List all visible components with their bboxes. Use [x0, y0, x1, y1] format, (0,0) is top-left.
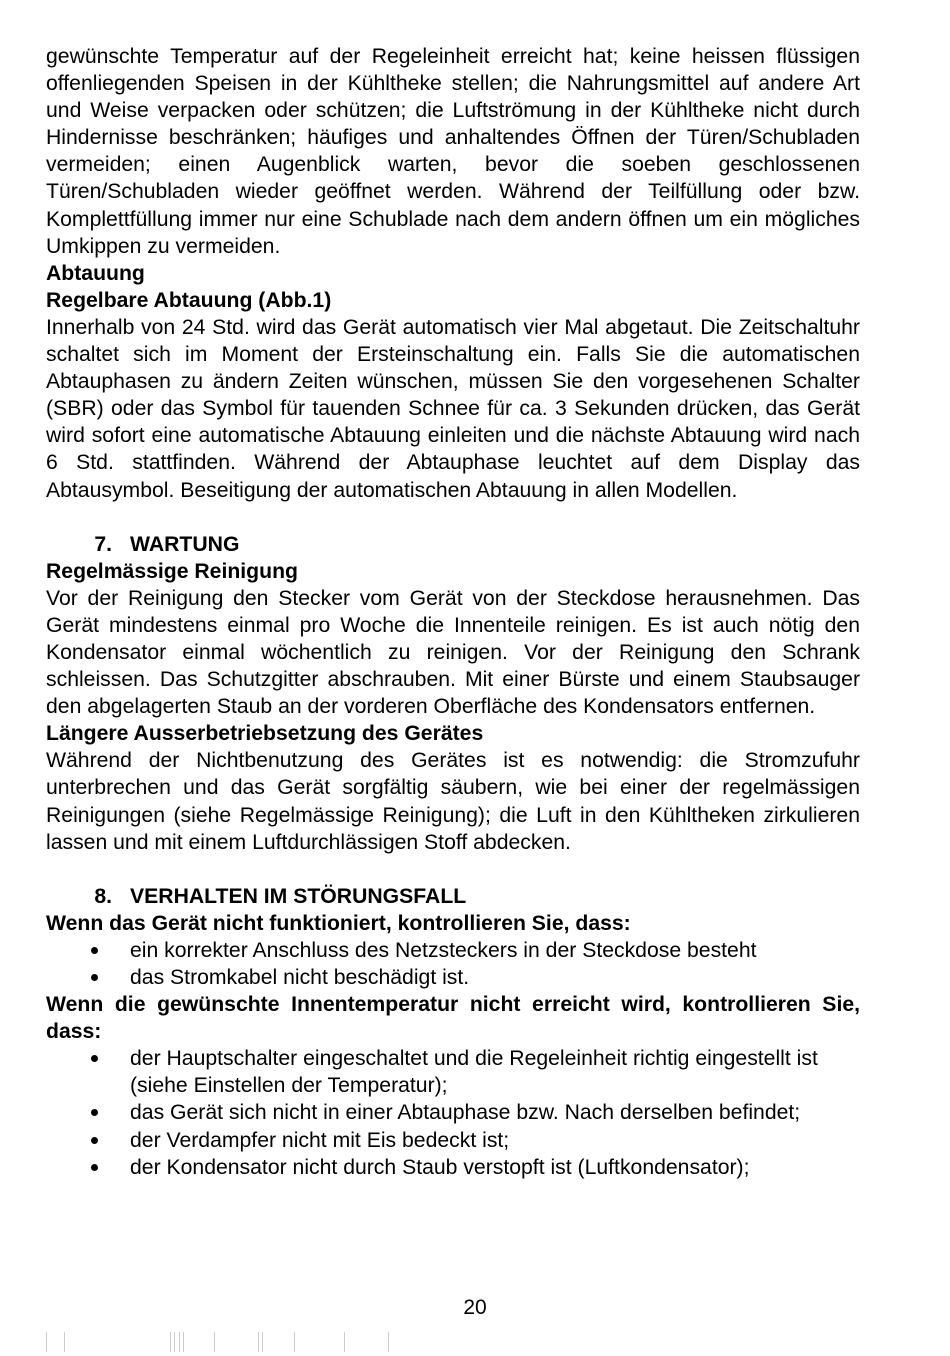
bullet-icon — [46, 1154, 130, 1181]
abtauung-paragraph: Innerhalb von 24 Std. wird das Gerät automatisch vier Mal abgetaut. Die Zeitschaltuhr schaltet sich im Moment der Ersteinschaltung ein. Falls Sie die automatischen Abtauphasen zu ändern Zeiten wünschen, müssen Sie den vorgesehenen Schalter (SBR) oder das Symbol für tauenden Schnee für ca. 3 Sekunden drücken, das Gerät wird sofort eine automatische Abtauung einleiten und die nächste Abtauung wird nach 6 Std. stattfinden. Während der Abtauphase leuchtet auf dem Display das Abtausymbol. Beseitigung der automatischen Abtauung in allen Modellen. — [46, 315, 860, 502]
page-number: 20 — [463, 1296, 487, 1319]
bullet-icon — [46, 1099, 130, 1126]
list-item: ein korrekter Anschluss des Netzsteckers in der Steckdose besteht — [46, 937, 860, 964]
bullet-icon — [46, 964, 130, 991]
bullet-icon — [46, 937, 130, 964]
reinigung-paragraph: Vor der Reinigung den Stecker vom Gerät von der Steckdose herausnehmen. Das Gerät mindestens einmal pro Woche die Innenteile reinigen. Es ist auch nötig den Kondensator einmal wöchentlich zu reinigen. Vor der Reinigung den Schrank schleissen. Das Schutzgitter abschrauben. Mit einer Bürste und einem Staubsauger den abgelagerten Staub an der vorderen Oberfläche des Kondensators entfernen. — [46, 586, 860, 719]
subheading-nicht-funktioniert: Wenn das Gerät nicht funktioniert, kontrollieren Sie, dass: — [46, 911, 631, 935]
checklist-temperatur — [46, 1045, 860, 1180]
section-heading-stoerung — [46, 883, 860, 910]
list-item: der Verdampfer nicht mit Eis bedeckt ist; — [46, 1127, 860, 1154]
document-page — [46, 43, 860, 1181]
section-title: VERHALTEN IM STÖRUNGSFALL — [130, 884, 467, 908]
section-number: 7. — [94, 532, 112, 556]
subheading-regelbare-abtauung: Regelbare Abtauung (Abb.1) — [46, 288, 332, 312]
scan-marks — [46, 1332, 426, 1352]
section-number: 8. — [94, 884, 112, 908]
subheading-temperatur-nicht-erreicht: Wenn die gewünschte Innentemperatur nicht erreicht wird, kontrollieren Sie, dass: — [46, 993, 860, 1044]
section-title: WARTUNG — [130, 532, 240, 556]
spacer — [46, 504, 860, 531]
section-heading-wartung — [46, 531, 860, 558]
bullet-icon — [46, 1127, 130, 1154]
subheading-ausserbetriebsetzung: Längere Ausserbetriebsetzung des Gerätes — [46, 722, 484, 746]
section-heading-abtauung: Abtauung — [46, 261, 145, 285]
ausserbetriebsetzung-paragraph: Während der Nichtbenutzung des Gerätes ist es notwendig: die Stromzufuhr unterbrechen und das Gerät sorgfältig säubern, wie bei einer der regelmässigen Reinigungen (siehe Regelmässige Reinigung); die Luft in den Kühltheken zirkulieren lassen und mit einem Luftdurchlässigen Stoff abdecken. — [46, 749, 860, 854]
list-item: das Gerät sich nicht in einer Abtauphase bzw. Nach derselben befindet; — [46, 1099, 860, 1126]
bullet-icon — [46, 1045, 130, 1099]
checklist-funktion — [46, 937, 860, 991]
list-item: der Hauptschalter eingeschaltet und die Regeleinheit richtig eingestellt ist (siehe Einstellen der Temperatur); — [46, 1045, 860, 1099]
spacer — [46, 856, 860, 883]
intro-paragraph: gewünschte Temperatur auf der Regeleinheit erreicht hat; keine heissen flüssigen offenliegenden Speisen in der Kühltheke stellen; die Nahrungsmittel auf andere Art und Weise verpacken oder schützen; die Luftströmung in der Kühltheke nicht durch Hindernisse beschränken; häufiges und anhaltendes Öffnen der Türen/Schubladen vermeiden; einen Augenblick warten, bevor die soeben geschlossenen Türen/Schubladen wieder geöffnet werden. Während der Teilfüllung oder bzw. Komplettfüllung immer nur eine Schublade nach dem andern öffnen um ein mögliches Umkippen zu vermeiden. — [46, 45, 860, 258]
list-item: das Stromkabel nicht beschädigt ist. — [46, 964, 860, 991]
list-item: der Kondensator nicht durch Staub verstopft ist (Luftkondensator); — [46, 1154, 860, 1181]
subheading-regelmaessige-reinigung: Regelmässige Reinigung — [46, 559, 298, 583]
